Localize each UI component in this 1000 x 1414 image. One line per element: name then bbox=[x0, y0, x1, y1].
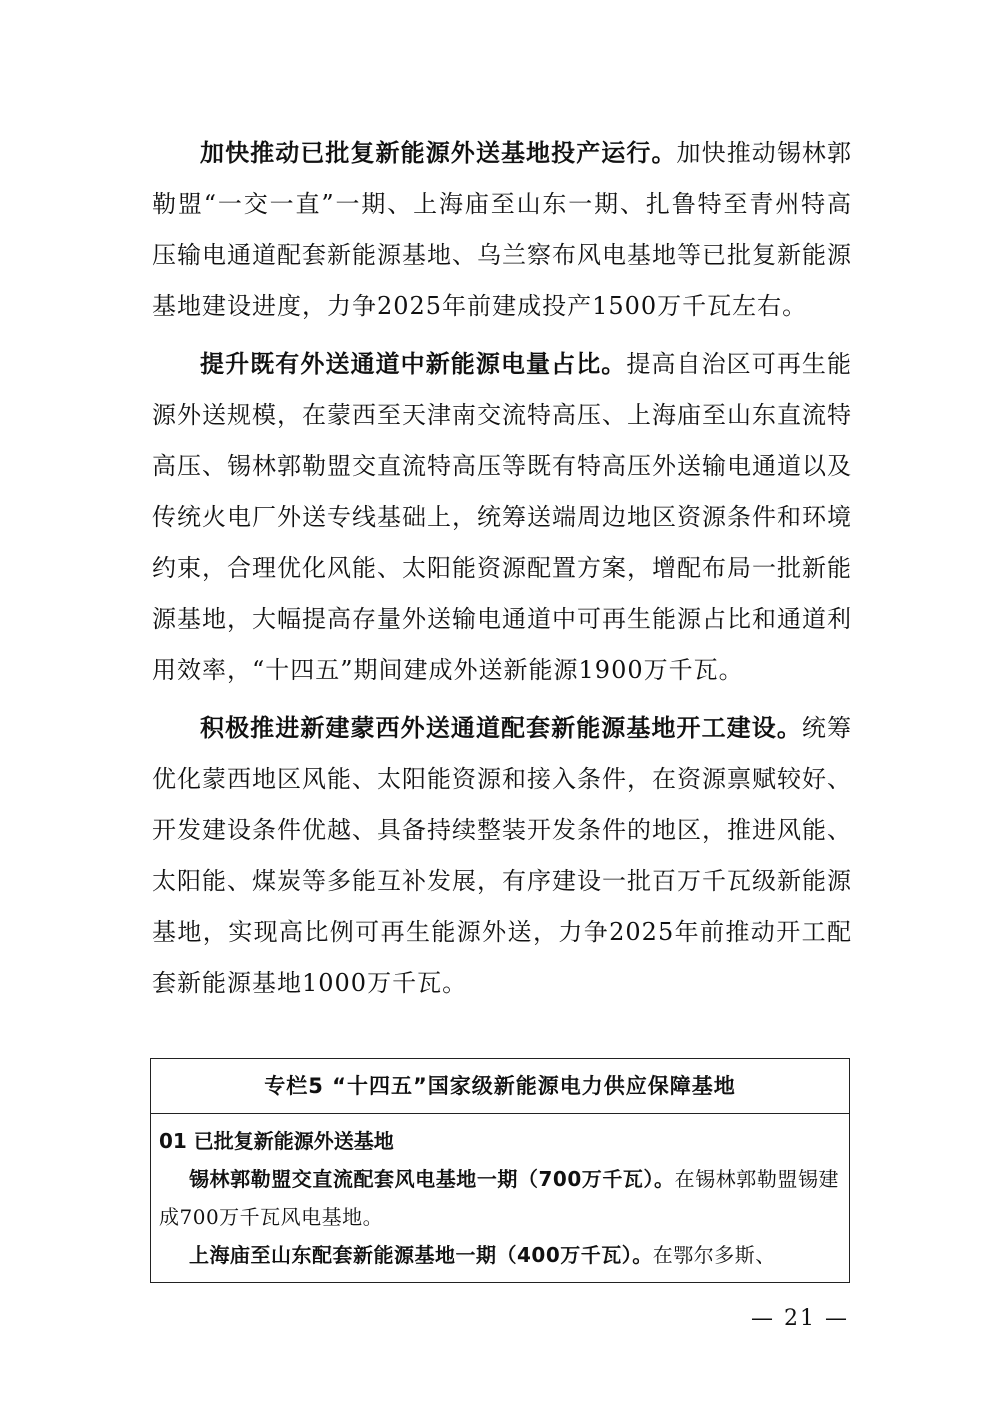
column-box-title: 专栏5 “十四五”国家级新能源电力供应保障基地 bbox=[151, 1059, 849, 1114]
column-box-item-1-heading: 锡林郭勒盟交直流配套风电基地一期（700万千瓦）。 bbox=[189, 1167, 675, 1191]
column-box bbox=[150, 1058, 850, 1283]
paragraph-2 bbox=[152, 339, 852, 696]
column-box-body bbox=[151, 1114, 849, 1274]
column-box-item-1-text: 在锡林郭勒盟锡建成700万千瓦风电基地。 bbox=[159, 1167, 840, 1229]
column-box-item-2-heading: 上海庙至山东配套新能源基地一期（400万千瓦）。 bbox=[189, 1243, 653, 1267]
paragraph-2-text: 提高自治区可再生能源外送规模，在蒙西至天津南交流特高压、上海庙至山东直流特高压、锡林郭勒盟交直流特高压等既有特高压外送输电通道以及传统火电厂外送专线基础上，统筹送端周边地区资源条件和环境约束，合理优化风能、太阳能资源配置方案，增配布局一批新能源基地，大幅提高存量外送输电通道中可再生能源占比和通道利用效率，“十四五”期间建成外送新能源1900万千瓦。 bbox=[152, 350, 852, 684]
paragraph-1-heading: 加快推动已批复新能源外送基地投产运行。 bbox=[200, 139, 677, 167]
column-box-section-heading: 01 已批复新能源外送基地 bbox=[159, 1129, 394, 1153]
column-box-item-1 bbox=[159, 1160, 839, 1236]
paragraph-3-text: 统筹优化蒙西地区风能、太阳能资源和接入条件，在资源禀赋较好、开发建设条件优越、具备持续整装开发条件的地区，推进风能、太阳能、煤炭等多能互补发展，有序建设一批百万千瓦级新能源基地，实现高比例可再生能源外送，力争2025年前推动开工配套新能源基地1000万千瓦。 bbox=[152, 714, 853, 997]
main-content bbox=[152, 128, 852, 1016]
paragraph-3-heading: 积极推进新建蒙西外送通道配套新能源基地开工建设。 bbox=[200, 714, 802, 742]
paragraph-1-text: 加快推动锡林郭勒盟“一交一直”一期、上海庙至山东一期、扎鲁特至青州特高压输电通道配套新能源基地、乌兰察布风电基地等已批复新能源基地建设进度，力争2025年前建成投产1500万千瓦左右。 bbox=[152, 139, 853, 320]
column-box-item-2-text: 在鄂尔多斯、 bbox=[652, 1243, 776, 1267]
paragraph-2-heading: 提升既有外送通道中新能源电量占比。 bbox=[200, 350, 627, 378]
column-box-item-2 bbox=[159, 1236, 839, 1274]
paragraph-1 bbox=[152, 128, 852, 332]
page-number: — 21 — bbox=[751, 1306, 849, 1331]
paragraph-3 bbox=[152, 703, 852, 1009]
